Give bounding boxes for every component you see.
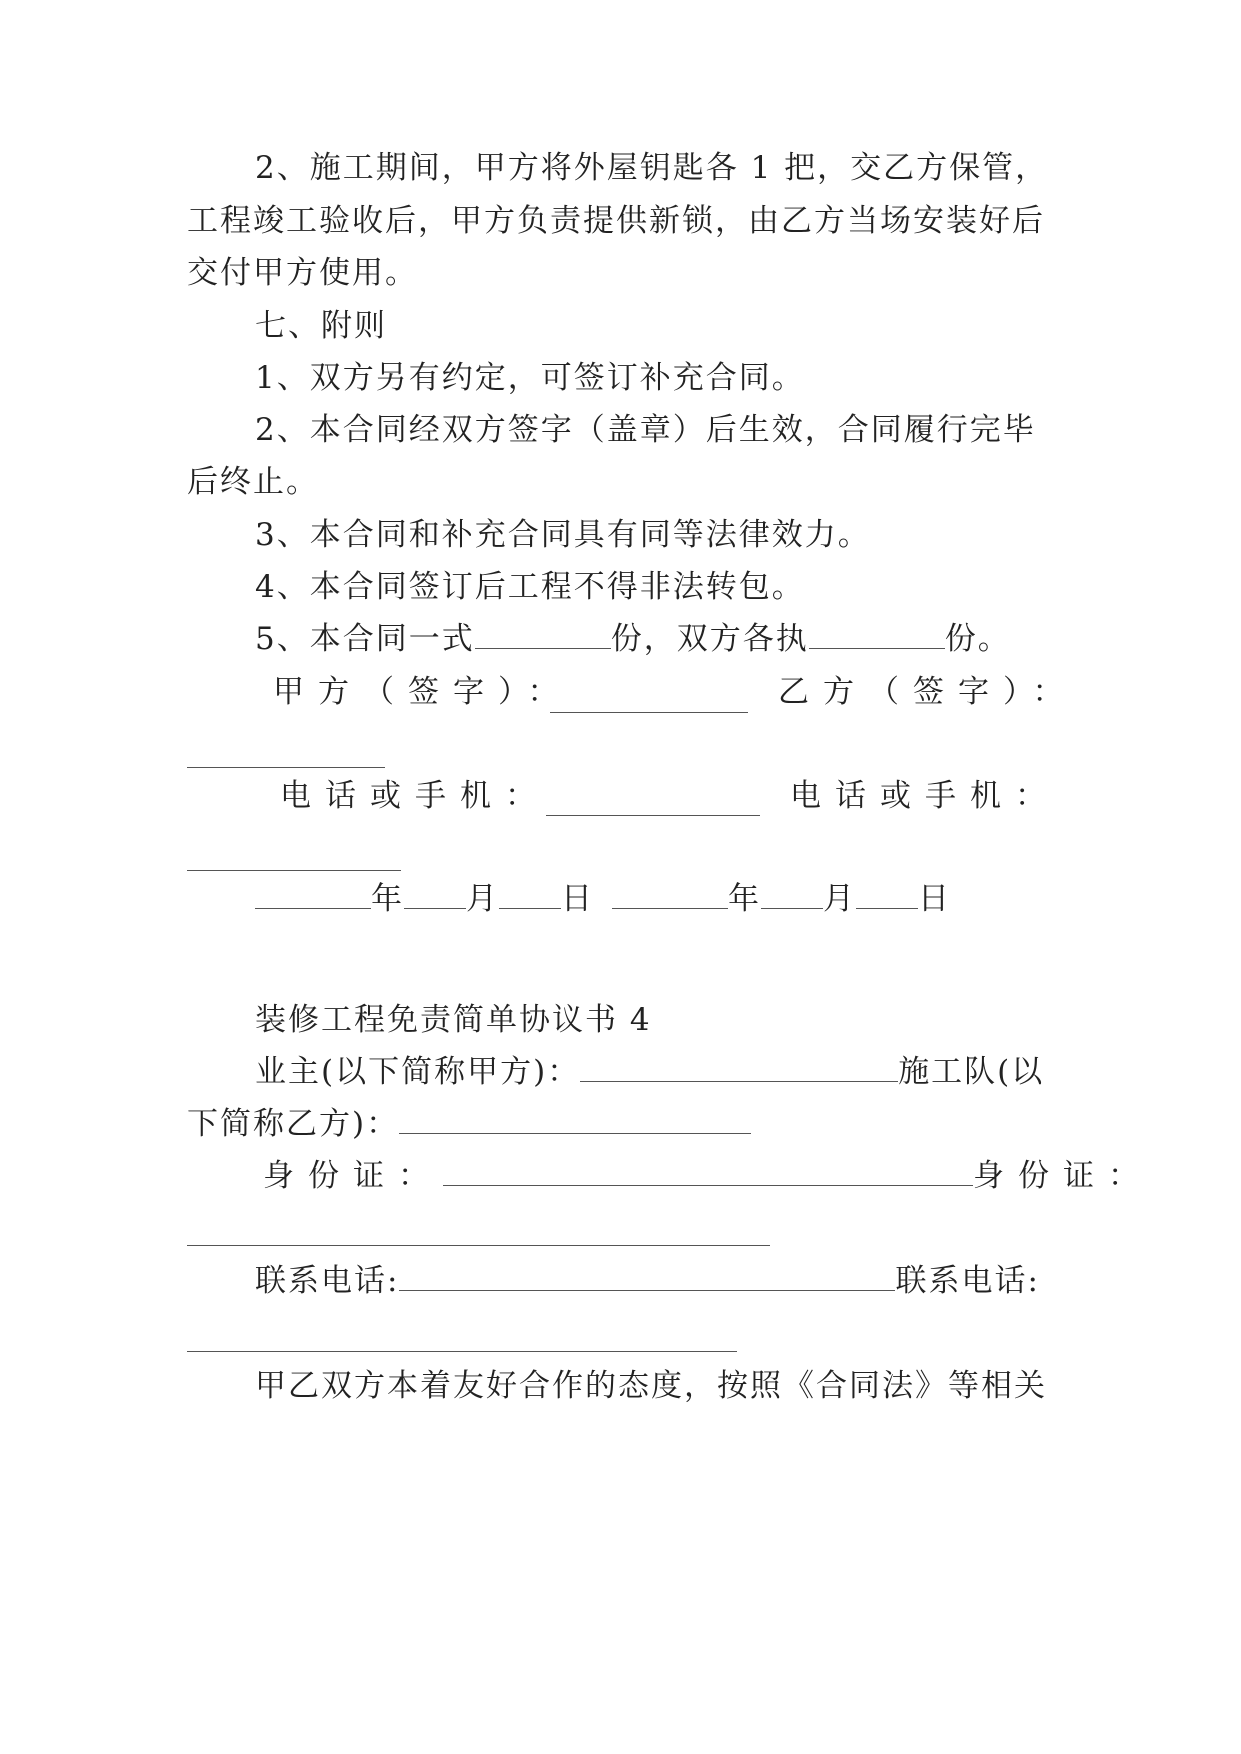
copies-total-blank[interactable] <box>475 620 611 649</box>
owner-contact-label: 联系电话: <box>255 1263 400 1299</box>
team-id-label: 身份证： <box>973 1158 1153 1194</box>
party-b-phone-blank[interactable] <box>187 870 401 871</box>
party-b-signature-blank[interactable] <box>187 767 385 768</box>
party-a-signature-label: 甲方（签字）： <box>273 674 573 710</box>
date-b-day-blank[interactable] <box>856 880 918 909</box>
paragraph-line: 交付甲方使用。 <box>187 255 418 291</box>
team-label-start: 施工队(以 <box>898 1054 1045 1090</box>
owner-label: 业主(以下简称甲方)： <box>255 1054 581 1090</box>
date-a-year: 年 <box>371 881 404 917</box>
agreement-title: 装修工程免责简单协议书 4 <box>255 1002 652 1038</box>
owner-line <box>255 1052 1044 1092</box>
date-b-day: 日 <box>918 881 951 917</box>
paragraph-line: 2、施工期间，甲方将外屋钥匙各 1 把，交乙方保管， <box>255 150 1049 186</box>
date-b-month: 月 <box>823 881 856 917</box>
party-b-signature-label: 乙方（签字）： <box>778 674 1078 710</box>
date-line <box>255 879 951 919</box>
team-contact-blank[interactable] <box>187 1351 737 1352</box>
contact-line <box>255 1261 1040 1301</box>
party-a-phone-blank[interactable] <box>546 815 760 816</box>
clause-item-copies <box>255 619 1011 659</box>
preamble-line: 甲乙双方本着友好合作的态度，按照《合同法》等相关 <box>255 1368 1047 1404</box>
date-b-year-blank[interactable] <box>612 880 728 909</box>
date-a-month: 月 <box>466 881 499 917</box>
copies-middle: 份，双方各执 <box>610 621 809 657</box>
date-a-day-blank[interactable] <box>499 880 561 909</box>
clause-item: 4、本合同签订后工程不得非法转包。 <box>255 569 805 605</box>
date-a-month-blank[interactable] <box>404 880 466 909</box>
owner-id-label: 身份证： <box>263 1158 443 1194</box>
clause-item: 1、双方另有约定，可签订补充合同。 <box>255 360 805 396</box>
section-heading: 七、附则 <box>255 308 387 344</box>
party-a-phone-label: 电话或手机： <box>280 778 550 814</box>
team-id-blank[interactable] <box>187 1245 770 1246</box>
owner-name-blank[interactable] <box>580 1053 898 1082</box>
paragraph-line: 工程竣工验收后，甲方负责提供新锁，由乙方当场安装好后 <box>187 203 1045 239</box>
clause-item-continuation: 后终止。 <box>187 464 319 500</box>
team-label-end: 下简称乙方)： <box>187 1106 400 1142</box>
owner-id-blank[interactable] <box>443 1157 973 1186</box>
clause-item: 2、本合同经双方签字（盖章）后生效，合同履行完毕 <box>255 412 1036 448</box>
party-a-signature-blank[interactable] <box>550 712 748 713</box>
clause-item: 3、本合同和补充合同具有同等法律效力。 <box>255 517 871 553</box>
owner-contact-blank[interactable] <box>399 1262 895 1291</box>
copies-each-blank[interactable] <box>809 620 945 649</box>
party-b-phone-label: 电话或手机： <box>790 778 1060 814</box>
copies-prefix: 5、本合同一式 <box>255 621 475 657</box>
copies-suffix: 份。 <box>944 621 1011 657</box>
date-a-day: 日 <box>561 881 594 917</box>
team-contact-label: 联系电话: <box>895 1263 1040 1299</box>
team-line <box>187 1104 751 1144</box>
date-b-year: 年 <box>728 881 761 917</box>
team-name-blank[interactable] <box>399 1105 751 1134</box>
date-a-year-blank[interactable] <box>255 880 371 909</box>
id-line <box>263 1156 1153 1196</box>
date-b-month-blank[interactable] <box>761 880 823 909</box>
